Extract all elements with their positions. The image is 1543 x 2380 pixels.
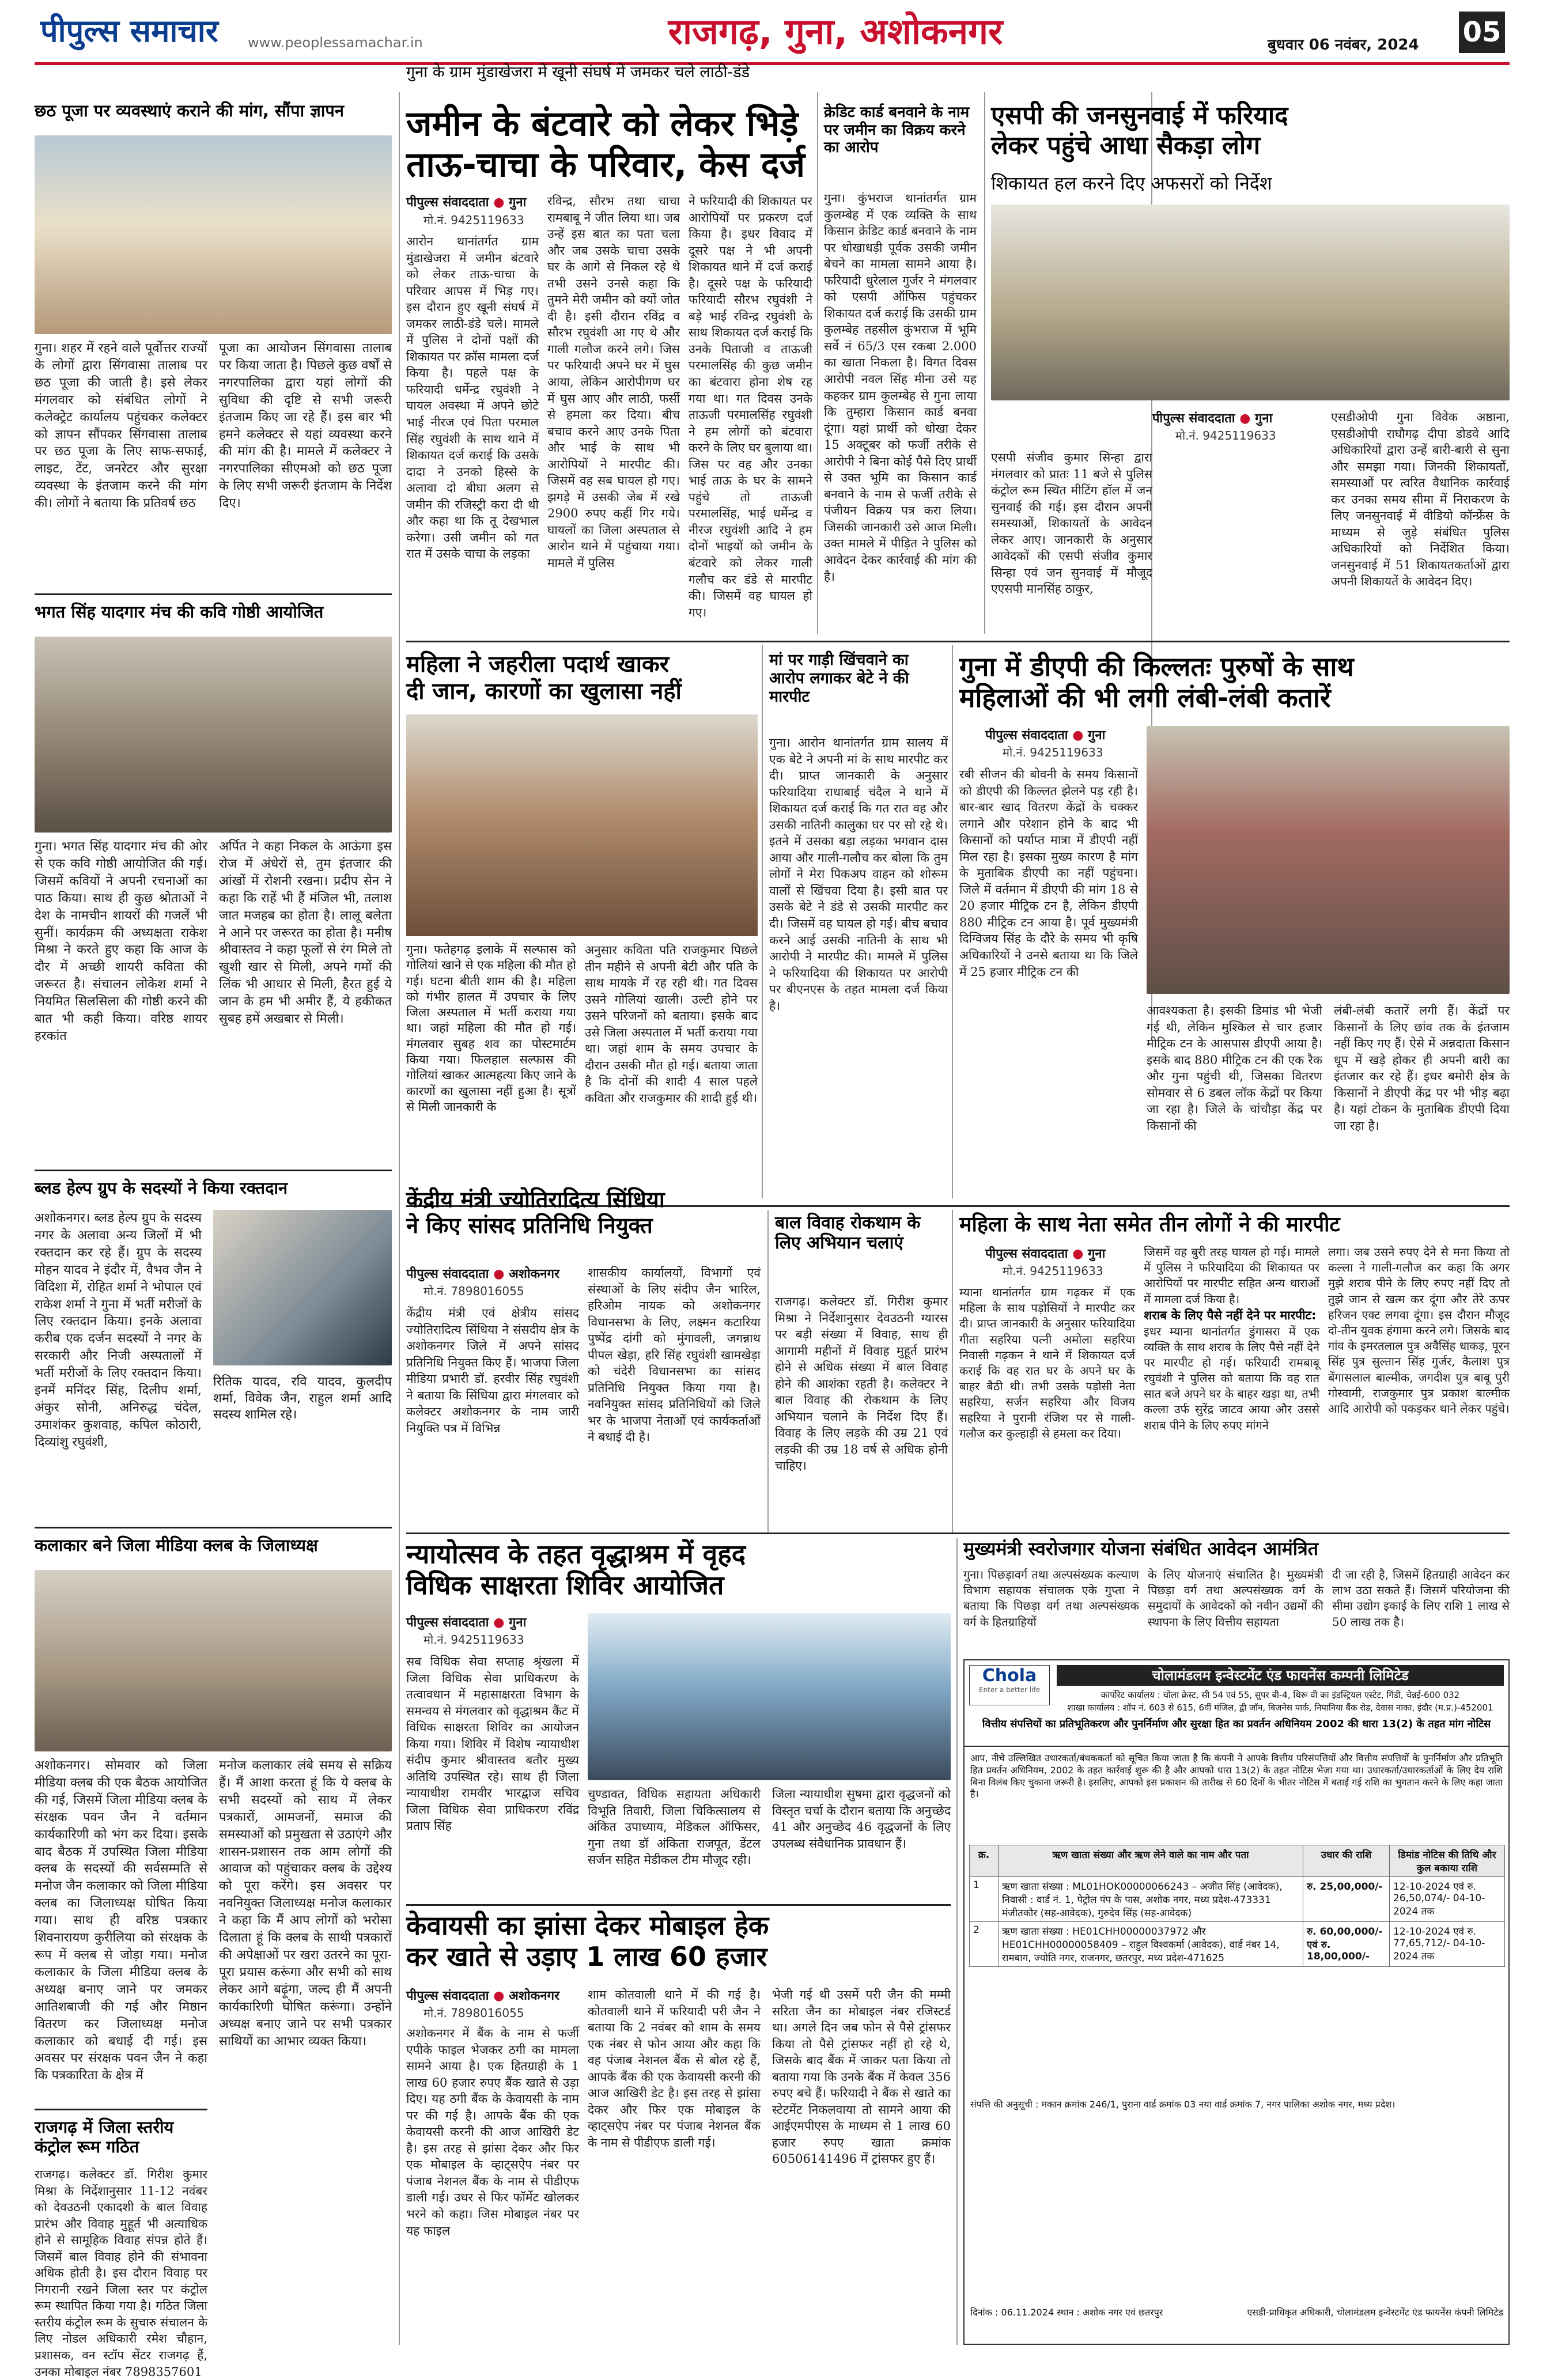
column-rule — [984, 92, 985, 634]
a16-body-col2: के लिए योजनाएं संचालित है। मुख्यमंत्री पिछड़ा वर्ग तथा अल्पसंख्यक वर्ग के समुदायों के आवेदकों को नवीन उद्यमों की स्थापना के लिए वित्तीय सहायता — [1148, 1568, 1323, 1629]
a17-place: अशोकनगर — [509, 1989, 560, 2003]
issue-date: बुधवार 06 नवंबर, 2024 — [1268, 36, 1419, 54]
a9-headline-line2: दी जान, कारणों का खुलासा नहीं — [406, 678, 682, 705]
a14-byline — [985, 1244, 1147, 1262]
a3-caption: रितिक यादव, रवि यादव, कुलदीप शर्मा, विवेक जैन, राहुल शर्मा आदि सदस्य शामिल रहे। — [213, 1375, 392, 1422]
a14-body-col3: लगा। जब उसने रुपए देने से मना किया तो कल्ला ने गाली-गलौज कर कहा कि अगर मुझे शराब पीने के लिए रुपए नहीं दिए तो तुझे जान से खत्म कर दूंगा और तेरे ऊपर हरिजन एक्ट लगवा दूंगा। इस दौरान मौजूद दो-तीन युवक हंगामा करने लगे। जिसके बाद गांव के इमरतलाल पुत्र अवैसिंह धाकड़, पूरन सिंह पुत्र सुल्तान सिंह गुर्जर, कैलाश पुत्र बेंगासलाल बाल्मीक, जगदीश पुत्र बाबू पुरी गोस्वामी, राजकुमार पुत्र प्रकाश बाल्मीक आदि आरोपी को पकड़कर थाने लेकर पहुंचे। — [1328, 1245, 1510, 1416]
a5-headline-line2: कंट्रोल रूम गठित — [35, 2137, 139, 2157]
a15-mobile: मो.नं. 9425119633 — [423, 1633, 524, 1647]
a17-body-col2: शाम कोतवाली थाने में की गई है। कोतवाली थाने में फरियादी परी जैन ने बताया कि 2 नवंबर को शाम के समय एक नंबर से फोन आया और कहा कि वह पंजाब नेशनल बैंक से बोल रहे हैं, आपके बैंक की एक केवायसी करनी की आज आखिरी डेट है। इस तरह से झांसा देकर और फिर एक मोबाइल के व्हाट्सऐप नंबर पर पंजाब नेशनल बैंक के नाम से पीडीएफ डाली गई। — [588, 1988, 761, 2150]
a14-body-col2: जिसमें वह बुरी तरह घायल हो गई। मामले में पुलिस ने फरियादिया की शिकायत पर आरोपियों पर मारपीट सहित अन्य धाराओं में मामला दर्ज किया है। — [1144, 1245, 1319, 1306]
row-sr: 2 — [970, 1922, 999, 1967]
a12-mobile: मो.नं. 7898016055 — [423, 1284, 524, 1298]
lead-body-col2: रविन्द्र, सौरभ तथा चाचा रामबाबू ने जीत लिया था। जब उन्हें इस बात का पता चला और जब उसके चाचा उसके घर के आगे से निकल रहे थे तभी उसने उनसे कहा कि तुमने मेरी जमीन को क्यों जोत दी है। इसी दौरान रविंद्र व सौरभ रघुवंशी आ गए थे और गाली गलौज करने लगे। जिस पर फरियादी अपने घर में घुस आया, लेकिन आरोपीगण घर में घुस आए और लाठी, फर्सी से हमला कर दिया। बीच बचाव करने आए उनके पिता और भाई के साथ भी आरोपियों ने मारपीट की। जिसमें वह सब घायल हो गए। झगड़े में उसकी जेब में रखे 2900 रुपए कहीं गिर गये। घायलों का जिला अस्पताल से आरोन थाने में पहुंचाया गया। मामले में पुलिस — [547, 194, 680, 570]
column-rule — [762, 645, 763, 1198]
a5-headline — [35, 2117, 207, 2156]
a17-headline — [406, 1910, 951, 1973]
notice-table-wrap — [969, 1845, 1505, 1967]
a11-byline — [985, 726, 1147, 743]
a10-headline: मां पर गाड़ी खिंचवाने का आरोप लगाकर बेटे ने की मारपीट — [769, 651, 909, 706]
legal-notice — [963, 1659, 1510, 2345]
table-row — [970, 1922, 1505, 1967]
a8-body-col2: एसडीओपी गुना विवेक अष्ठाना, एसडीओपी राघौगढ़ दीपा डोडवे आदि अधिकारियों द्वारा उन्हें बारी-बारी से सुना और समझा गया। जिनकी शिकायतों, समस्याओं पर त्वरित वैधानिक कार्रवाई कर उनका समय सीमा में निराकरण के लिए जनसुनवाई में वीडियो कॉन्फ्रेंस के माध्यम से जुड़े संबंधित पुलिस अधिकारियों को निर्देशित किया। जनसुनवाई में 51 शिकायतकर्ताओं द्वारा अपनी शिकायतें के आवेदन दिए। — [1331, 410, 1510, 589]
a14-subhead: शराब के लिए पैसे नहीं देने पर मारपीट: — [1144, 1308, 1317, 1322]
lead-body-col1: आरोन थानांतर्गत ग्राम मुंडाखेजरा में जमीन बंटवारे को लेकर ताऊ-चाचा के परिवार आपस में भिड़ गए। इस दौरान हुए खूनी संघर्ष में जमकर लाठी-डंडे चले। मामले में पुलिस ने दोनों पक्षों की शिकायत पर क्रॉस मामला दर्ज किया है। पहले पक्ष के फरियादी धर्मेन्द्र रघुवंशी ने घायल अवस्था में अपने छोटे भाई नीरज एवं पिता परमाल सिंह रघुवंशी के साथ थाने में शिकायत दर्ज कराई कि उसके दादा ने उनको हिस्से के अलावा दो बीघा अलग से जमीन की रजिस्ट्री करा दी थी और कहा था कि तू देखभाल करेगा। उसी जमीन को गत रात में उसके चाचा के लड़का — [406, 234, 539, 561]
a16-headline: मुख्यमंत्री स्वरोजगार योजना संबंधित आवेदन आमंत्रित — [963, 1538, 1318, 1560]
notice-branch: शाखा कार्यालय : शॉप नं. 603 से 615, 6वीं मंजिल, द्वी जॉन, बिजनेस पार्क, निपानिया बैंक रोड, देवास नाका, इंदौर (म.प्र.)-452001 — [1067, 1702, 1493, 1713]
divider — [406, 641, 1510, 642]
a11-headline-line2: महिलाओं की भी लगी लंबी-लंबी कतारें — [959, 682, 1331, 714]
location-pin-icon: ● — [493, 1615, 509, 1630]
a8-reporter: पीपुल्स संवाददाता — [1152, 411, 1235, 426]
a10-body: गुना। आरोन थानांतर्गत ग्राम सालय में एक बेटे ने अपनी मां के साथ मारपीट कर दी। प्राप्त जानकारी के अनुसार फरियादिया राधाबाई चंदैल ने थाने में शिकायत दर्ज कराई कि गत रात वह और उसकी नातिनी कालुका घर पर सो रहे थे। इतने में उसका बड़ा लड़का भगवान दास आया और गाली-गलौच कर बोला कि तुम लोगों ने मेरा पिकअप वाहन को शोरूम वालों से खिंचवा दिया है। इसी बात पर उसके बेटे ने डंडे से उसकी मारपीट कर दी। जिसमें वह घायल हो गई। बीच बचाव करने आई उसकी नातिनी के साथ भी आरोपी ने मारपीट की। मामले में पुलिस ने फरियादिया की शिकायत पर आरोपी पर बीएनएस के तहत मामला दर्ज किया है। — [769, 736, 948, 1013]
a14-body-col1: म्याना थानांतर्गत ग्राम गढ़कर में एक महिला के साथ पड़ोसियों ने मारपीट कर दी। प्राप्त जानकारी के अनुसार फरियादिया गीता सहरिया पत्नी अमोला सहरिया निवासी गढ़कन ने थाने में शिकायत दर्ज कराई कि वह रात घर के अपने घर के बाहर बैठी थी। तभी उसके पड़ोसी नेता सहरिया, सर्जन सहरिया और विजय सहरिया ने पुरानी रंजिश पर से गाली-गलौज कर कुल्हाड़ी से हमला कर दिया। — [959, 1285, 1135, 1440]
a13-headline: बाल विवाह रोकथाम के लिए अभियान चलाएं — [775, 1213, 921, 1254]
divider — [35, 1170, 392, 1171]
brand-logo: पीपुल्स समाचार — [40, 13, 218, 49]
a1-body-col2: पूजा का आयोजन सिंगवासा तालाब पर किया जाता है। पिछले कुछ वर्षों से नगरपालिका द्वारा यहां लोगों की सुविधा की दृष्टि से सभी जरूरी इंतजाम किए जा रहे हैं। इस बार भी हमने कलेक्टर से यहां व्यवस्था करने की मांग की है। मामले में कलेक्टर ने नगरपालिका सीएमओ को छठ पूजा के लिए सभी जरूरी इंतजाम के निर्देश दिए। — [219, 341, 392, 511]
column-rule — [952, 645, 953, 1198]
col-header: डिमांड नोटिस की तिथि और कुल बकाया राशि — [1390, 1845, 1505, 1877]
table-row — [970, 1877, 1505, 1922]
a11-body-col2: आवश्यकता है। इसकी डिमांड भी भेजी गई थी, लेकिन मुश्किल से चार हजार मीट्रिक टन के आसपास डीएपी आया है। इसके बाद 880 मीट्रिक टन की एक रैक और गुना पहुंची थी, जिसका वितरण सोमवार से 6 डबल लॉक केंद्रों पर किया जा रहा है। जिले के चांचौड़ा केंद्र पर किसानों की — [1147, 1004, 1322, 1133]
a8-headline — [991, 101, 1510, 161]
a12-headline — [406, 1187, 763, 1239]
a7-headline: क्रेडिट कार्ड बनवाने के नाम पर जमीन का विक्रय करने का आरोप — [824, 104, 970, 157]
website[interactable]: www.peoplessamachar.in — [248, 35, 423, 51]
notice-office: कार्पोरेट कार्यालय : चोला क्रेस्ट, सी 54 एवं 55, सुपर बी-4, थिरू वी का इंडस्ट्रियल एस्टेट, गिंडी, चेन्नई-600 032 — [1100, 1690, 1460, 1700]
row-demand: 12-10-2024 एवं रु. 26,50,074/- 04-10-2024 तक — [1390, 1877, 1505, 1922]
a8-photo — [991, 205, 1510, 400]
a12-headline-line2: ने किए सांसद प्रतिनिधि नियुक्त — [406, 1212, 653, 1238]
a14-place: गुना — [1088, 1247, 1106, 1261]
col-header: उधार की राशि — [1303, 1845, 1390, 1877]
a9-body: अनुसार कविता पति राजकुमार पिछले तीन महीने से अपनी बेटी और पति के साथ मायके में रह रही थी। गत दिवस उसने गोलियां खाली। उल्टी होने पर उसने परिजनों को बताया। इसके बाद उसे जिला अस्पताल में भर्ती कराया गया था। जहां शाम के समय उपचार के दौरान उसकी मौत हो गई। बताया जाता है कि दोनों की शादी 4 साल पहले कविता और राजकुमार की शादी हुई थी। — [585, 943, 758, 1105]
a15-body-col3: जिला न्यायाधीश सुषमा द्वारा वृद्धजनों को विस्तृत चर्चा के दौरान बताया कि अनुच्छेद 41 और अनुच्छेद 46 वृद्धजनों के लिए उपलब्ध संवैधानिक प्रावधान हैं। — [772, 1787, 951, 1851]
a9-headline-line1: महिला ने जहरीला पदार्थ खाकर — [406, 651, 670, 678]
a17-byline — [406, 1987, 579, 2004]
a8-place: गुना — [1255, 411, 1273, 426]
a12-body-col2: शासकीय कार्यालयों, विभागों एवं संस्थाओं के लिए संदीप जैन भारिल, हरिओम नायक को अशोकनगर विधानसभा के लिए, लक्ष्मन कटारिया पुष्पेंद्र दांगी को मुंगावली, जगन्नाथ पीपल खेड़ा, हरि सिंह रघुवंशी खामखेड़ा को चंदेरी विधानसभा का सांसद प्रतिनिधि नियुक्त किया गया है। नवनियुक्त सांसद प्रतिनिधियों को जिले भर के भाजपा नेताओं एवं कार्यकर्ताओं ने बधाई दी है। — [588, 1266, 761, 1444]
a17-mobile: मो.नं. 7898016055 — [423, 2006, 524, 2020]
a9-caption: गुना। फतेहगढ़ इलाके में सल्फास को गोलियां खाने से एक महिला की मौत हो गई। घटना बीती शाम की है। महिला को गंभीर हालत में उपचार के लिए जिला अस्पताल में भर्ती कराया गया था। जहां महिला की मौत हो गई। मंगलवार सुबह शव का पोस्टमार्टम किया गया। फिलहाल सल्फास की गोलियां खाकर आत्महत्या किए जाने के कारणों का खुलासा नहीं हुआ है। सूत्रों से मिली जानकारी के — [406, 943, 576, 1114]
a16-body-col1: गुना। पिछड़ावर्ग तथा अल्पसंख्यक कल्याण विभाग सहायक संचालक एके गुप्ता ने बताया कि पिछड़ा वर्ग तथा अल्पसंख्यक वर्ग के हितग्राहियों — [963, 1568, 1139, 1629]
a4-body-col2: मनोज कलाकार लंबे समय से सक्रिय हैं। मैं आशा करता हूं कि ये क्लब के सभी सदस्यों को साथ में लेकर पत्रकारों, आमजनों, समाज की समस्याओं को प्रमुखता से उठाएंगे और शासन-प्रशासन तक आम लोगों की आवाज को पहुंचाकर क्लब के उद्देश्य को पूरा करेंगे। इस अवसर पर नवनियुक्त जिलाध्यक्ष मनोज कलाकार ने कहा कि मैं आप लोगों को भरोसा दिलाता हूं कि क्लब के साथी पत्रकारों की अपेक्षाओं पर खरा उतरने का पूरा-पूरा प्रयास करूंगा और सभी को साथ लेकर आगे बढ़ूंगा, जल्द ही मैं अपनी कार्यकारिणी घोषित करूंगा। उन्होंने अध्यक्ष बनाए जाने पर सभी पत्रकार साथियों का आभार व्यक्त किया। — [219, 1758, 392, 2049]
a4-headline: कलाकार बने जिला मीडिया क्लब के जिलाध्यक्ष — [35, 1535, 318, 1555]
location-pin-icon: ● — [493, 1267, 509, 1281]
a15-headline-line2: विधिक साक्षरता शिविर आयोजित — [406, 1569, 724, 1601]
lead-body-col3: ने फरियादी की शिकायत पर आरोपियों पर प्रकरण दर्ज किया है। इधर विवाद में दूसरे पक्ष ने भी अपनी शिकायत थाने में दर्ज कराई है। दूसरे पक्ष के फरियादी फरियादी सौरभ रघुवंशी ने बड़े भाई रविन्द्र रघुवंशी के साथ शिकायत दर्ज कराई कि उनके पिताजी व ताऊजी परमालसिंह की कुछ जमीन का बंटवारा होना शेष रह गया था। गत दिवस उनके ताऊजी परमालसिंह रघुवंशी ने हम लोगों को बंटवारा करने के लिए घर बुलाया था। जिस पर वह और उनका भाई ताऊ के घर के सामने पहुंचे तो ताऊजी परमालसिंह, भाई धर्मेन्द्र व नीरज रघुवंशी आदि ने हम दोनों भाइयों को जमीन के बंटवारे को लेकर गाली गलौच कर डंडे से मारपीट की। जिसमें वह घायल हो गए। — [689, 194, 812, 619]
a1-headline: छठ पूजा पर व्यवस्थाएं कराने की मांग, सौंपा ज्ञापन — [35, 101, 344, 120]
a2-photo — [35, 637, 392, 833]
chola-logo — [969, 1665, 1050, 1705]
lead-headline — [406, 104, 844, 186]
location-pin-icon: ● — [1239, 411, 1255, 426]
section-title: राजगढ़, गुना, अशोकनगर — [668, 10, 1003, 52]
a11-body-col1: रबी सीजन की बोवनी के समय किसानों को डीएपी की किल्लत झेलने पड़ रही है। बार-बार खाद वितरण केंद्रों के चक्कर लगाने और परेशान होने के बाद भी किसानों को पर्याप्त मात्रा में डीएपी नहीं मिल रहा है। इसका मुख्य कारण है मांग के मुताबिक डीएपी का नहीं पहुंचना। जिले में वर्तमान में डीएपी की मांग 18 से 20 हजार मीट्रिक टन है, लेकिन डीएपी 880 मीट्रिक टन आया है। पूर्व मुख्यमंत्री दिग्विजय सिंह के दौरे के समय भी कृषि अधिकारियों ने उनसे बताया था कि जिले में 25 हजार मीट्रिक टन की — [959, 767, 1138, 979]
a15-byline — [406, 1613, 579, 1630]
notice-table-header — [970, 1845, 1505, 1877]
a12-reporter: पीपुल्स संवाददाता — [406, 1267, 489, 1281]
a17-body-col3: भेजी गई थी उसमें परी जैन की मम्मी सरिता जैन का मोबाइल नंबर रजिस्टर्ड था। अगले दिन जब फोन से पैसे ट्रांसफर किया तो पैसे ट्रांसफर नहीं हो रहे थे, जिसके बाद बैंक में जाकर पता किया तो बताया गया कि उनके बैंक में केवल 356 रुपए बचे हैं। फरियादी ने बैंक से खाते का स्टेटमेंट निकलवाया तो सामने आया की आईएमपीएस के माध्यम से 1 लाख 60 हजार रुपए खाता क्रमांक 60506141496 में ट्रांसफर हुए हैं। — [772, 1988, 951, 2166]
a11-headline — [959, 651, 1510, 714]
a9-photo — [406, 714, 758, 936]
lead-reporter: पीपुल्स संवाददाता — [406, 195, 489, 210]
a8-byline — [1152, 409, 1314, 426]
lead-kicker: गुना के ग्राम मुंडाखेजरा में खूनी संघर्ष में जमकर चले लाठी-डंडे — [406, 63, 750, 81]
notice-title: वित्तीय संपत्तियों का प्रतिभूतिकरण और पुनर्निर्माण और सुरक्षा हित का प्रवर्तन अधिनियम 2002 की धारा 13(2) के तहत मांग नोटिस — [982, 1718, 1491, 1730]
notice-table — [969, 1845, 1505, 1967]
a17-headline-line1: केवायसी का झांसा देकर मोबाइल हेक — [406, 1910, 769, 1941]
a8-subhead: शिकायत हल करने दिए अफसरों को निर्देश — [991, 172, 1272, 194]
notice-place-date: दिनांक : 06.11.2024 स्थान : अशोक नगर एवं छतरपुर — [970, 2307, 1163, 2318]
notice-signature: एसडी-प्राधिकृत अधिकारी, चोलामंडलम इन्वेस्टमेंट एंड फायनेंस कंपनी लिमिटेड — [1247, 2307, 1503, 2318]
a5-body: राजगढ़। कलेक्टर डॉ. गिरीश कुमार मिश्रा के निर्देशानुसार 11-12 नवंबर को देवउठनी एकादशी के बाल विवाह प्रारंभ और विवाह मुहूर्त भी अत्याधिक होने से सामूहिक विवाह संपन्न होते हैं। जिसमें बाल विवाह होने की संभावना अधिक होती है। इस दौरान विवाह पर निगरानी रखने जिला स्तर पर कंट्रोल रूम स्थापित किया गया है। गठित जिला स्तरीय कंट्रोल रूम के सुचारु संचालन के लिए नोडल अधिकारी रमेश चौहान, प्रशासक, वन स्टॉप सेंटर राजगढ़ हैं, उनका मोबाइल नंबर 7898357601 — [35, 2167, 207, 2379]
a12-place: अशोकनगर — [509, 1267, 560, 1281]
notice-company: चोलामंडलम इन्वेस्टमेंट एंड फायनेंस कम्पनी लिमिटेड — [1057, 1665, 1504, 1686]
a15-headline — [406, 1538, 951, 1601]
row-amount: रु. 60,00,000/- एवं रु. 18,00,000/- — [1303, 1922, 1390, 1967]
location-pin-icon: ● — [493, 195, 509, 210]
location-pin-icon: ● — [1072, 1247, 1088, 1261]
column-rule — [399, 92, 400, 2345]
a3-headline: ब्लड हेल्प ग्रुप के सदस्यों ने किया रक्तदान — [35, 1178, 288, 1198]
a11-body-col3: लंबी-लंबी कतारें लगी हैं। केंद्रों पर किसानों के लिए छांव तक के इंतजाम नहीं किए गए हैं। ऐसे में अन्नदाता किसान धूप में खड़े होकर ही अपनी बारी का इंतजार कर रहे हैं। इधर बमोरी क्षेत्र के किसानों ने डीएपी केंद्र पर भी भीड़ बढ़ा है। यहां टोकन के मुताबिक डीएपी दिया जा रहा है। — [1334, 1004, 1510, 1133]
a17-headline-line2: कर खाते से उड़ाए 1 लाख 60 हजार — [406, 1941, 767, 1973]
a2-body-col2: अर्पित ने कहा निकल के आऊंगा इस रोज में अंधेरों से, तुम इंतजार की आंखों में रोशनी रखना। प्रदीप सेन ने कहा कि राहें भी हैं मंजिल भी, तलाश जात मजहब का होता है। लालू बलेता ने आने पर जरूरत का होता है। मनीष श्रीवास्तव ने कहा फूलों से रंग मिले तो खुशी खार से मिली, अपने गमों की लिंक भी आधार से मिली, हैरत हुई ये जान के हम भी अमीर हैं, ये हकीकत सुबह हमें अखबार से मिली। — [219, 839, 392, 1027]
a14-reporter: पीपुल्स संवाददाता — [985, 1247, 1068, 1261]
divider — [35, 593, 392, 595]
lead-mobile: मो.नं. 9425119633 — [423, 213, 524, 227]
row-sr: 1 — [970, 1877, 999, 1922]
lead-headline-line2: ताऊ-चाचा के परिवार, केस दर्ज — [406, 144, 805, 185]
a14-col2 — [1144, 1244, 1319, 1527]
chola-tagline: Enter a better life — [978, 1686, 1040, 1694]
location-pin-icon: ● — [493, 1989, 509, 2003]
notice-header — [965, 1660, 1508, 1747]
col-header: ऋण खाता संख्या और ऋण लेने वाले का नाम और पता — [999, 1845, 1303, 1877]
chola-brand: Chola — [982, 1666, 1037, 1686]
a11-mobile: मो.नं. 9425119633 — [1003, 746, 1103, 759]
a1-body-col1: गुना। शहर में रहने वाले पूर्वोत्तर राज्यों के लोगों द्वारा सिंगवासा तालाब पर छठ पूजा की जाती है। इसे लेकर मंगलवार को संबंधित लोगों ने कलेक्ट्रेट कार्यालय पहुंचकर कलेक्टर को ज्ञापन सौंपकर सिंगवासा तालाब पर छठ पूजा के लिए साफ-सफाई, लाइट, टेंट, जनरेटर और सुरक्षा व्यवस्था के इंतजाम करने की मांग की। लोगों ने बताया कि प्रतिवर्ष छठ — [35, 341, 207, 511]
a3-photo — [213, 1210, 392, 1365]
row-amount: रु. 25,00,000/- — [1303, 1877, 1390, 1922]
a15-reporter: पीपुल्स संवाददाता — [406, 1615, 489, 1630]
a15-place: गुना — [509, 1615, 527, 1630]
a14-body-col2b: इधर म्याना थानांतर्गत डुंगासरा में एक व्यक्ति के साथ शराब के लिए पैसे नहीं देने पर मारपीट हो गई। फरियादी रामबाबू रघुवंशी ने पुलिस को बताया कि वह रात सात बजे अपने घर के बाहर खड़ा था, तभी कल्ला उर्फ सुरेंद्र जाटव आया और उससे शराब पीने के लिए रुपए मांगने — [1144, 1324, 1319, 1432]
column-rule — [817, 92, 818, 634]
a15-headline-line1: न्यायोत्सव के तहत वृद्धाश्रम में वृहद — [406, 1538, 746, 1569]
a16-body-col3: दी जा रही है, जिसमें हितग्राही आवेदन कर लाभ उठा सकते हैं। जिसमें परियोजना की सीमा उद्योग इकाई के लिए राशि 1 लाख से 50 लाख तक है। — [1332, 1568, 1510, 1629]
notice-property: संपत्ति की अनुसूची : मकान क्रमांक 246/1, पुराना वार्ड क्रमांक 03 नया वार्ड क्रमांक 7, नगर पालिका अशोक नगर, मध्य प्रदेश। — [970, 2099, 1395, 2110]
a12-body-col1: केंद्रीय मंत्री एवं क्षेत्रीय सांसद ज्योतिरादित्य सिंधिया ने संसदीय क्षेत्र के अशोकनगर जिले में अपने सांसद प्रतिनिधि नियुक्त किए हैं। भाजपा जिला मीडिया प्रभारी डॉ. हरवीर सिंह रघुवंशी ने बताया कि सिंधिया द्वारा मंगलवार को कलेक्टर अशोकनगर के नाम जारी नियुक्ति पत्र में विभिन्न — [406, 1306, 579, 1435]
a2-body-col1: गुना। भगत सिंह यादगार मंच की ओर से एक कवि गोष्ठी आयोजित की गई। जिसमें कवियों ने अपनी रचनाओं का पाठ किया। साथ ही कुछ श्रोताओं ने देश के नामचीन शायरों की गजलें भी सुनीं। कार्यक्रम की अध्यक्षता राकेश मिश्रा ने करते हुए कहा कि आज के दौर में अच्छी शायरी कविता की जरूरत है। संचालन लोकेश शर्मा ने नियमित सिलसिला की गोष्ठी करने की बात भी कही किया। वरिष्ठ शायर हरकांत — [35, 839, 207, 1043]
notice-intro: आप, नीचे उल्लिखित उधारकर्ता/बंधककर्ता को सूचित किया जाता है कि कंपनी ने आपके वित्तीय परिसंपत्तियों और वित्तीय संपत्तियों के पुनर्निर्माण और प्रतिभूति हित प्रवर्तन अधिनियम, 2002 के तहत कार्रवाई शुरू की है और आपको धारा 13(2) के तहत नोटिस भेजा गया था। उधारकर्ता/उधारकर्ताओं के लिए देय राशि बिना विलंब किए चुकाना जरूरी है। इसलिए, आपको इस प्रकाशन की तारीख से 60 दिनों के भीतर नोटिस में बताई गई राशि का भुगतान करने के लिए कहा जाता है। — [970, 1753, 1503, 1800]
column-rule — [952, 1210, 953, 1533]
a3-body: अशोकनगर। ब्लड हेल्प ग्रुप के सदस्य नगर के अलावा अन्य जिलों में भी रक्तदान कर रहे हैं। ग्रुप के सदस्य मोहन यादव ने इंदौर में, वैभव जैन ने विदिशा में, रोहित शर्मा ने भोपाल एवं राकेश शर्मा ने गुना में भर्ती मरीजों के लिए रक्तदान किया। इनके अलावा करीब एक दर्जन सदस्यों ने नगर के सरकारी और निजी अस्पतालों में भर्ती मरीजों के लिए रक्तदान किया। इनमें मनिंदर सिंह, दिलीप शर्मा, अंकुर सोनी, अनिरुद्ध चंदेल, उमाशंकर कुशवाह, कपिल कोठारी, दिव्यांशु रघुवंशी, — [35, 1211, 202, 1450]
masthead — [0, 0, 1543, 69]
a8-body-col1: एसपी संजीव कुमार सिन्हा द्वारा मंगलवार को प्रातः 11 बजे से पुलिस कंट्रोल रूम स्थित मीटिंग हॉल में जन सुनवाई की गई। इस दौरान अपनी समस्याओं, शिकायतों के आवेदन लेकर आए। जानकारी के अनुसार आवेदकों की एसपी संजीव कुमार सिन्हा एवं जन सुनवाई में मौजूद एएसपी मानसिंह ठाकुर, — [991, 451, 1152, 596]
column-rule — [956, 1538, 958, 2345]
a11-reporter: पीपुल्स संवाददाता — [985, 728, 1068, 743]
a2-headline: भगत सिंह यादगार मंच की कवि गोष्ठी आयोजित — [35, 602, 324, 622]
a11-place: गुना — [1088, 728, 1106, 743]
a8-mobile: मो.नं. 9425119633 — [1175, 429, 1276, 442]
lead-headline-line1: जमीन के बंटवारे को लेकर भिड़े — [406, 104, 799, 144]
row-details: ऋण खाता संख्या : ML01HOK00000066243 – अजीत सिंह (आवेदक), निवासी : वार्ड नं. 1, पेट्रोल पंप के पास, अशोक नगर, मध्य प्रदेश-473331 मंजीतकौर (सह-आवेदक), गुरुदेव सिंह (सह-आवेदक) — [999, 1877, 1303, 1922]
col-header: क्र. — [970, 1845, 999, 1877]
a15-photo — [588, 1613, 951, 1780]
a7-body: गुना। कुंभराज थानांतर्गत ग्राम कुलम्बेह में एक व्यक्ति के साथ किसान क्रेडिट कार्ड बनवाने के नाम पर धोखाधड़ी पूर्वक उसकी जमीन बेचने का मामला सामने आया है। फरियादी धुरेलाल गुर्जर ने मंगलवार को एसपी ऑफिस पहुंचकर शिकायत दर्ज कराई कि उसकी ग्राम कुलम्बेह तहसील कुंभराज में भूमि सर्वे नं 65/3 एस रकबा 2.000 का खाता निकला है। विगत दिवस आरोपी नवल सिंह मीना उसे यह कहकर ग्राम कुलम्बेह से गुना लाया कि तुम्हारा किसान कार्ड बनवा दूंगा। यहां प्रार्थी को धोखा देकर 15 अक्टूबर को फर्जी तरीके से आरोपी ने बिना कोई पैसे दिए प्रार्थी से उक्त भूमि का किसान कार्ड बनवाने के नाम से फर्जी तरीके से पंजीयन विक्रय पत्र करा लिया। जिसकी जानकारी उसे आज मिली। उक्त मामले में पीड़ित ने पुलिस को आवेदन देकर कार्रवाई की मांग की है। — [824, 191, 977, 584]
lead-place: गुना — [509, 195, 527, 210]
row-details: ऋण खाता संख्या : HE01CHH00000037972 और HE01CHH00000058409 – राहुल विश्वकर्मा (आवेदक), वार्ड नंबर 14, रामबाग, ज्योति नगर, राजनगर, छतरपुर, मध्य प्रदेश-471625 — [999, 1922, 1303, 1967]
a11-headline-line1: गुना में डीएपी की किल्लतः पुरुषों के साथ — [959, 651, 1354, 682]
a17-body-col1: अशोकनगर में बैंक के नाम से फर्जी एपीके फाइल भेजकर ठगी का मामला सामने आया है। एक हितग्राही के 1 लाख 60 हजार रुपए बैंक खाते से उड़ा दिए। यह ठगी बैंक के केवायसी के नाम पर की गई है। आपके बैंक की एक केवायसी करनी की आज आखिरी डेट है। इस तरह से झांसा देकर और फिर एक मोबाइल के व्हाट्सऐप नंबर पर पंजाब नेशनल बैंक के नाम से पीडीएफ डाली गई। उधर से फिर फॉर्मेट खोलकर भरने को कहा। जिस मोबाइल नंबर पर यह फाइल — [406, 2026, 579, 2238]
a15-body-col2: चुण्डावत, विधिक सहायता अधिकारी विभूति तिवारी, जिला चिकित्सालय से अंकित उपाध्याय, मेडिकल ऑफिसर, गुना तथा डॉ अंकिता राजपूत, डेंटल सर्जन सहित मेडीकल टीम मौजूद रही। — [588, 1787, 761, 1867]
a11-photo — [1147, 726, 1510, 994]
divider — [406, 1533, 1510, 1534]
a5-headline-line1: राजगढ़ में जिला स्तरीय — [35, 2117, 174, 2137]
row-demand: 12-10-2024 एवं रु. 77,65,712/- 04-10-2024 तक — [1390, 1922, 1505, 1967]
a4-body-col1: अशोकनगर। सोमवार को जिला मीडिया क्लब की एक बैठक आयोजित की गई, जिसमें जिला मीडिया क्लब के संरक्षक पवन जैन ने वर्तमान कार्यकारिणी को भंग कर दिया। इसके बाद बैठक में उपस्थित जिला मीडिया क्लब के सदस्यों की सर्वसम्मति से मनोज जैन कलाकार को जिला मीडिया क्लब का जिलाध्यक्ष घोषित किया गया। साथ ही वरिष्ठ पत्रकार शिवनारायण कुरीलिया को संरक्षक के रूप में क्लब से जोड़ा गया। मनोज कलाकार के जिला मीडिया क्लब के अध्यक्ष बनाए जाने पर जमकर आतिशबाजी की गई और मिष्ठान वितरण कर जिलाध्यक्ष मनोज कलाकार को बधाई दी गई। इस अवसर पर संरक्षक पवन जैन ने कहा कि पत्रकारिता के क्षेत्र में — [35, 1758, 208, 2083]
a15-body-col1: सब विधिक सेवा सप्ताह श्रृंखला में जिला विधिक सेवा प्राधिकरण के तत्वावधान में महासाक्षरता विभाग के समन्वय से मंगलवार को वृद्धाश्रम कैंट में विधिक साक्षरता शिविर का आयोजन किया गया। शिविर में विशेष न्यायाधीश संदीप कुमार श्रीवास्तव बतौर मुख्य अतिथि उपस्थित रहे। साथ ही जिला न्यायाधीश रामवीर भारद्वाज सचिव जिला विधिक सेवा प्राधिकरण रविंद्र प्रताप सिंह — [406, 1655, 579, 1833]
a13-body: राजगढ़। कलेक्टर डॉ. गिरीश कुमार मिश्रा ने निर्देशानुसार देवउठनी ग्यारस पर बड़ी संख्या में विवाह, साथ ही आगामी महीनों में विवाह मुहूर्त प्रारंभ होने से अधिक संख्या में बाल विवाह होने की आशंका रहती है। कलेक्टर ने बाल विवाह की रोकथाम के लिए अभियान चलाने के निर्देश दिए हैं। विवाह के लिए लड़के की उम्र 21 एवं लड़की की उम्र 18 वर्ष से अधिक होनी चाहिए। — [775, 1295, 948, 1473]
divider — [406, 1904, 951, 1906]
a12-headline-line1: केंद्रीय मंत्री ज्योतिरादित्य सिंधिया — [406, 1187, 665, 1212]
a8-headline-line1: एसपी की जनसुनवाई में फरियाद — [991, 101, 1288, 130]
divider — [35, 1527, 392, 1528]
a14-headline: महिला के साथ नेता समेत तीन लोगों ने की मारपीट — [959, 1213, 1340, 1236]
a1-photo — [35, 135, 392, 334]
location-pin-icon: ● — [1072, 728, 1088, 743]
a4-photo — [35, 1570, 392, 1751]
a9-headline — [406, 651, 758, 705]
a8-headline-line2: लेकर पहुंचे आधा सैकड़ा लोग — [991, 130, 1261, 160]
a17-reporter: पीपुल्स संवाददाता — [406, 1989, 489, 2003]
page-number: 05 — [1459, 12, 1505, 53]
divider — [35, 2109, 207, 2110]
column-rule — [767, 1210, 769, 1533]
a14-mobile: मो.नं. 9425119633 — [1003, 1264, 1103, 1278]
